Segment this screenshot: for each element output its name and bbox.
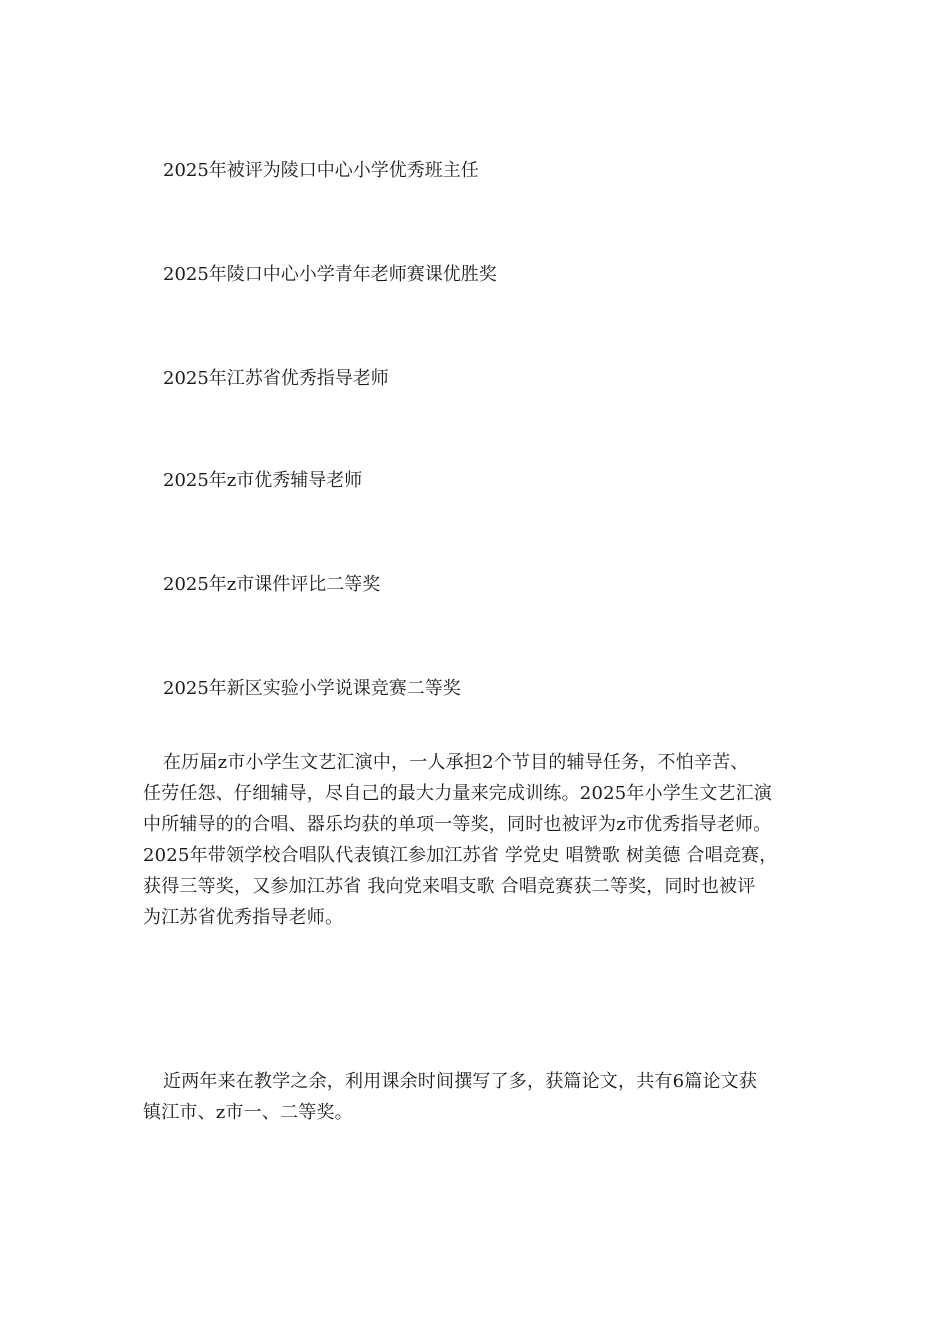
paragraph-line: 镇江市、z市一、二等奖。 — [143, 1102, 353, 1123]
award-line: 2025年陵口中心小学青年老师赛课优胜奖 — [163, 264, 497, 285]
award-line: 2025年z市优秀辅导老师 — [163, 470, 363, 491]
award-line: 2025年z市课件评比二等奖 — [163, 574, 381, 595]
paragraph-papers — [143, 1066, 807, 1128]
paragraph-arts-performance — [143, 747, 807, 933]
paragraph-line: 为江苏省优秀指导老师。 — [143, 907, 344, 928]
paragraph-line: 获得三等奖，又参加江苏省 我向党来唱支歌 合唱竞赛获二等奖，同时也被评 — [143, 876, 756, 897]
award-line: 2025年江苏省优秀指导老师 — [163, 368, 389, 389]
award-line: 2025年新区实验小学说课竞赛二等奖 — [163, 678, 461, 699]
paragraph-line: 中所辅导的的合唱、器乐均获的单项一等奖，同时也被评为z市优秀指导老师。 — [143, 814, 772, 835]
award-line: 2025年被评为陵口中心小学优秀班主任 — [163, 160, 479, 181]
paragraph-line: 近两年来在教学之余，利用课余时间撰写了多，获篇论文，共有6篇论文获 — [163, 1071, 758, 1092]
paragraph-line: 在历届z市小学生文艺汇演中，一人承担2个节目的辅导任务，不怕辛苦、 — [163, 752, 749, 773]
paragraph-line: 任劳任怨、仔细辅导，尽自己的最大力量来完成训练。2025年小学生文艺汇演 — [143, 783, 773, 804]
paragraph-line: 2025年带领学校合唱队代表镇江参加江苏省 学党史 唱赞歌 树美德 合唱竞赛， — [143, 845, 778, 866]
